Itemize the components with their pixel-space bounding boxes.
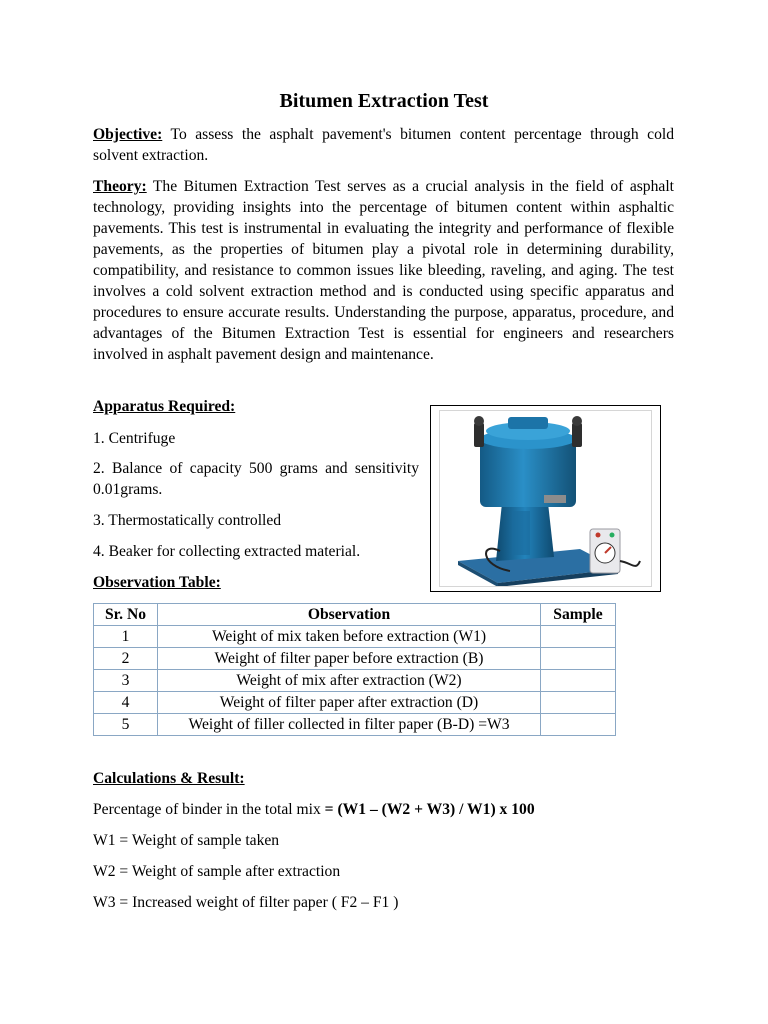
cell-sr-no: 1 <box>94 626 158 648</box>
definition-line: W1 = Weight of sample taken <box>93 832 280 849</box>
page-title: Bitumen Extraction Test <box>279 90 489 112</box>
cell-observation: Weight of mix taken before extraction (W1) <box>158 626 541 648</box>
cell-observation: Weight of filter paper after extraction (D) <box>158 692 541 714</box>
cell-observation: Weight of mix after extraction (W2) <box>158 670 541 692</box>
calculations-heading: Calculations & Result: <box>93 770 245 787</box>
formula-line <box>93 799 535 820</box>
apparatus-item: 4. Beaker for collecting extracted material. <box>93 543 361 560</box>
observation-heading: Observation Table: <box>93 574 221 591</box>
cell-sample[interactable] <box>541 626 616 648</box>
column-header: Sr. No <box>94 604 158 626</box>
theory-label: Theory: <box>93 178 147 195</box>
centrifuge-apparatus-icon <box>440 411 651 586</box>
cell-sample[interactable] <box>541 714 616 736</box>
cell-sr-no: 4 <box>94 692 158 714</box>
objective-text: To assess the asphalt pavement's bitumen content percentage through cold solvent extraction. <box>93 126 674 164</box>
apparatus-figure <box>430 405 661 592</box>
definition-line: W3 = Increased weight of filter paper ( F2 – F1 ) <box>93 894 399 911</box>
cell-sample[interactable] <box>541 648 616 670</box>
figure-frame <box>439 410 652 587</box>
column-header: Sample <box>541 604 616 626</box>
cell-sr-no: 3 <box>94 670 158 692</box>
table-row <box>94 692 616 714</box>
table-row <box>94 648 616 670</box>
table-row <box>94 714 616 736</box>
cell-observation: Weight of filler collected in filter paper (B-D) =W3 <box>158 714 541 736</box>
table-header-row <box>94 604 616 626</box>
theory-paragraph <box>93 176 674 365</box>
objective-label: Objective: <box>93 126 163 143</box>
apparatus-item: 3. Thermostatically controlled <box>93 512 282 529</box>
formula-prefix: Percentage of binder in the total mix <box>93 801 325 818</box>
cell-observation: Weight of filter paper before extraction (B) <box>158 648 541 670</box>
table-row <box>94 670 616 692</box>
cell-sr-no: 2 <box>94 648 158 670</box>
apparatus-item: 1. Centrifuge <box>93 430 176 447</box>
cell-sr-no: 5 <box>94 714 158 736</box>
theory-text: The Bitumen Extraction Test serves as a crucial analysis in the field of asphalt technology, providing insights into the percentage of bitumen content within asphaltic pavements. This test is instrumental in evaluating the integrity and performance of flexible pavements, as the properties of bitumen play a pivotal role in determining durability, compatibility, and resistance to common issues like bleeding, raveling, and aging. The test involves a cold solvent extraction method and is conducted using specific apparatus and procedures to ensure accurate results. Understanding the purpose, apparatus, procedure, and advantages of the Bitumen Extraction Test is essential for engineers and researchers involved in asphalt pavement design and maintenance. <box>93 178 674 363</box>
cell-sample[interactable] <box>541 670 616 692</box>
definition-line: W2 = Weight of sample after extraction <box>93 863 341 880</box>
table-row <box>94 626 616 648</box>
apparatus-item: 2. Balance of capacity 500 grams and sensitivity 0.01grams. <box>93 460 419 498</box>
column-header: Observation <box>158 604 541 626</box>
formula-expression: = (W1 – (W2 + W3) / W1) x 100 <box>324 801 535 818</box>
cell-sample[interactable] <box>541 692 616 714</box>
observation-table <box>93 603 616 736</box>
apparatus-heading: Apparatus Required: <box>93 398 236 415</box>
objective-paragraph <box>93 124 674 166</box>
